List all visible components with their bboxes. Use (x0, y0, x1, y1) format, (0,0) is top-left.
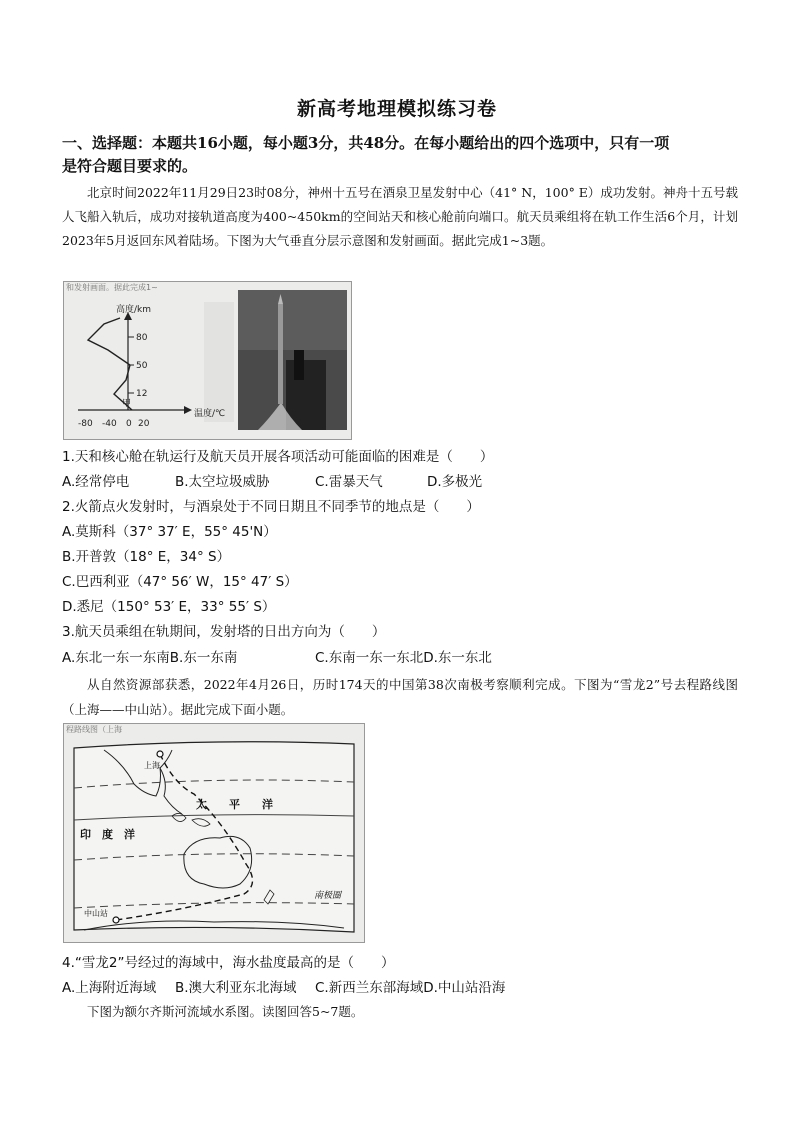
y-tick-12: 12 (136, 389, 148, 399)
passage-3: 下图为额尔齐斯河流域水系图。读图回答5~7题。 (87, 1004, 364, 1019)
shanghai-point (157, 751, 163, 757)
label-indian-ocean: 印 度 洋 (80, 828, 135, 841)
question-4-stem: 4.“雪龙2”号经过的海域中，海水盐度最高的是（ ） (62, 955, 395, 971)
x-tick-minus40: -40 (102, 419, 117, 429)
x-tick-minus80: -80 (78, 419, 93, 429)
figure2-header-text: 程路线图（上海 (66, 725, 122, 734)
x-tick-0: 0 (126, 419, 132, 429)
section-heading-line-1: 一、选择题：本题共16小题，每小题3分，共48分。在每小题给出的四个选项中，只有一项 (62, 134, 670, 152)
layer-mark-jia: 甲 (122, 399, 132, 409)
question-1-stem: 1.天和核心舱在轨运行及航天员开展各项活动可能面临的困难是（ ） (62, 449, 494, 465)
question-3-option-ab[interactable]: A.东北一东一东南B.东一东南 (62, 650, 238, 666)
page-title: 新高考地理模拟练习卷 (296, 98, 497, 120)
question-1-option-d[interactable]: D.多极光 (427, 474, 483, 490)
label-pacific: 太 平 洋 (196, 798, 273, 811)
label-antarctic-circle: 南极圈 (314, 891, 342, 901)
passage-2: 从自然资源部获悉，2022年4月26日，历时174天的中国第38次南极考察顺利完成。下图为“雪龙2”号去程路线图（上海——中山站）。据此完成下面小题。 (62, 677, 738, 717)
question-4-option-a[interactable]: A.上海附近海域 (62, 980, 157, 996)
question-4-option-b[interactable]: B.澳大利亚东北海域 (175, 980, 297, 996)
question-2-stem: 2.火箭点火发射时，与酒泉处于不同日期且不同季节的地点是（ ） (62, 499, 480, 515)
figure1-header-text: 和发射画面。据此完成1~ (66, 283, 158, 292)
passage-1: 北京时间2022年11月29日23时08分，神州十五号在酒泉卫星发射中心（41° N，100° E）成功发射。神舟十五号载人飞船入轨后，成功对接轨道高度为400~450km的空间站天和核心舱前向端口。航天员乘组将在轨工作生活6个月，计划2023年5月返回东风着陆场。下图为大气垂直分层示意图和发射画面。据此完成1~3题。 (62, 185, 738, 248)
x-axis-label: 温度/℃ (194, 409, 226, 419)
question-2-option-a[interactable]: A.莫斯科（37° 37′ E，55° 45'N） (62, 524, 277, 540)
question-1-option-b[interactable]: B.太空垃圾威胁 (175, 474, 270, 490)
question-4-option-cd[interactable]: C.新西兰东部海域D.中山站沿海 (315, 980, 506, 996)
launch-photo (238, 290, 347, 430)
route-map (63, 723, 365, 943)
label-shanghai: 上海 (144, 761, 160, 770)
question-1-option-a[interactable]: A.经常停电 (62, 474, 130, 490)
atmosphere-diagram (63, 281, 352, 440)
question-1-option-c[interactable]: C.雷暴天气 (315, 474, 383, 490)
question-3-option-cd[interactable]: C.东南一东一东北D.东一东北 (315, 650, 492, 666)
question-2-option-d[interactable]: D.悉尼（150° 53′ E，33° 55′ S） (62, 599, 276, 615)
y-tick-80: 80 (136, 333, 148, 343)
question-2-option-c[interactable]: C.巴西利亚（47° 56′ W，15° 47′ S） (62, 574, 298, 590)
y-tick-50: 50 (136, 361, 148, 371)
question-3-stem: 3.航天员乘组在轨期间，发射塔的日出方向为（ ） (62, 624, 386, 640)
section-heading-line-2: 是符合题目要求的。 (62, 157, 198, 175)
temperature-curve (88, 318, 132, 410)
zhongshan-point (113, 917, 119, 923)
question-2-option-b[interactable]: B.开普敦（18° E，34° S） (62, 549, 231, 565)
x-tick-20: 20 (138, 419, 150, 429)
y-axis-label: 高度/km (116, 305, 152, 315)
label-zhongshan: 中山站 (84, 909, 108, 918)
